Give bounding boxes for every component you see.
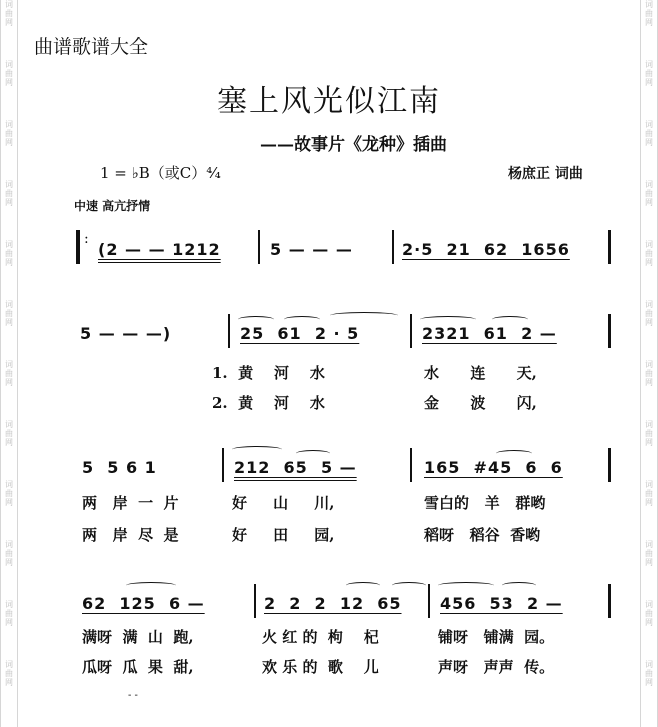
repeat-dots: :: [84, 231, 89, 247]
watermark-text: 词曲网: [5, 0, 13, 27]
song-title: 塞上风光似江南: [217, 84, 441, 119]
notation-measure: 2·5 21 62 1656: [402, 240, 570, 259]
notation-measure: 5 — — —: [270, 240, 353, 259]
barline: [258, 230, 260, 264]
watermark-text: 词曲网: [645, 420, 653, 447]
notation-measure: 212 65 5 —: [234, 458, 357, 477]
notation-measure: 456 53 2 —: [440, 594, 563, 613]
tempo-marking: 中速 高亢抒情: [74, 199, 151, 213]
slur-mark: [438, 582, 494, 589]
lyric-verse-1: 好 山 川,: [232, 494, 335, 512]
score-line-2: [0, 306, 658, 366]
lyric-verse-1: 两 岸 一 片: [82, 494, 179, 512]
footer-fragment: - -: [128, 690, 138, 701]
notation-measure: 5 — — —): [80, 324, 172, 343]
score-line-1: [0, 222, 658, 282]
slur-mark: [232, 446, 282, 453]
score-line-3: [0, 440, 658, 500]
watermark-text: 词曲网: [5, 240, 13, 267]
watermark-text: 词曲网: [5, 120, 13, 147]
watermark-text: 词曲网: [645, 0, 653, 27]
notation-measure: 2 2 2 12 65: [264, 594, 402, 613]
lyric-verse-2: 瓜呀 瓜 果 甜,: [82, 658, 194, 676]
barline: [254, 584, 256, 618]
slur-mark: [238, 316, 274, 323]
repeat-start-bar: [76, 230, 84, 264]
notation-measure: 2321 61 2 —: [422, 324, 557, 343]
barline: [428, 584, 430, 618]
watermark-text: 词曲网: [5, 180, 13, 207]
key-signature: 1 = ♭B（或C）⁴⁄₄: [100, 164, 221, 182]
watermark-text: 词曲网: [5, 60, 13, 87]
watermark-text: 词曲网: [645, 60, 653, 87]
notation-measure: 25 61 2 · 5: [240, 324, 360, 343]
notation-measure: 62 125 6 —: [82, 594, 205, 613]
slur-mark: [126, 582, 176, 589]
site-label: 曲谱歌谱大全: [34, 36, 149, 58]
barline: [228, 314, 230, 348]
notation-measure: (2 — — 1212: [98, 240, 221, 259]
barline: [410, 448, 412, 482]
barline: [410, 314, 412, 348]
credit: 杨庶正 词曲: [508, 166, 583, 182]
watermark-text: 词曲网: [645, 240, 653, 267]
watermark-text: 词曲网: [645, 660, 653, 687]
slur-mark: [496, 450, 532, 457]
notation-measure: 5 5 6 1: [82, 458, 157, 477]
lyric-verse-1: 火 红 的 枸 杞: [262, 628, 379, 646]
lyric-verse-2: 2. 黄 河 水: [212, 394, 325, 412]
barline: [392, 230, 394, 264]
slur-mark: [330, 312, 398, 319]
song-subtitle: ——故事片《龙种》插曲: [260, 135, 447, 155]
barline: [608, 584, 611, 618]
lyric-verse-2: 欢 乐 的 歌 儿: [262, 658, 379, 676]
lyric-verse-2: 稻呀 稻谷 香哟: [424, 526, 541, 544]
watermark-text: 词曲网: [645, 300, 653, 327]
watermark-text: 词曲网: [5, 360, 13, 387]
notation-measure: 165 #45 6 6: [424, 458, 563, 477]
watermark-text: 词曲网: [5, 480, 13, 507]
lyric-verse-1: 雪白的 羊 群哟: [424, 494, 546, 512]
slur-mark: [284, 316, 320, 323]
watermark-text: 词曲网: [645, 540, 653, 567]
watermark-text: 词曲网: [5, 420, 13, 447]
watermark-text: 词曲网: [645, 180, 653, 207]
watermark-text: 词曲网: [5, 660, 13, 687]
watermark-text: 词曲网: [645, 480, 653, 507]
lyric-verse-1: 水 连 天,: [424, 364, 537, 382]
watermark-text: 词曲网: [5, 300, 13, 327]
lyric-verse-1: 铺呀 铺满 园。: [438, 628, 555, 646]
lyric-verse-1: 1. 黄 河 水: [212, 364, 325, 382]
slur-mark: [492, 316, 528, 323]
lyric-verse-2: 声呀 声声 传。: [438, 658, 555, 676]
barline: [608, 314, 611, 348]
watermark-text: 词曲网: [645, 360, 653, 387]
watermark-text: 词曲网: [5, 540, 13, 567]
lyric-verse-2: 好 田 园,: [232, 526, 335, 544]
slur-mark: [392, 582, 426, 589]
lyric-verse-2: 两 岸 尽 是: [82, 526, 179, 544]
watermark-text: 词曲网: [645, 600, 653, 627]
lyric-verse-1: 满呀 满 山 跑,: [82, 628, 194, 646]
lyric-verse-2: 金 波 闪,: [424, 394, 537, 412]
barline: [608, 448, 611, 482]
slur-mark: [296, 450, 330, 457]
watermark-text: 词曲网: [645, 120, 653, 147]
slur-mark: [346, 582, 380, 589]
barline: [222, 448, 224, 482]
slur-mark: [420, 316, 476, 323]
barline: [608, 230, 611, 264]
slur-mark: [502, 582, 536, 589]
watermark-text: 词曲网: [5, 600, 13, 627]
